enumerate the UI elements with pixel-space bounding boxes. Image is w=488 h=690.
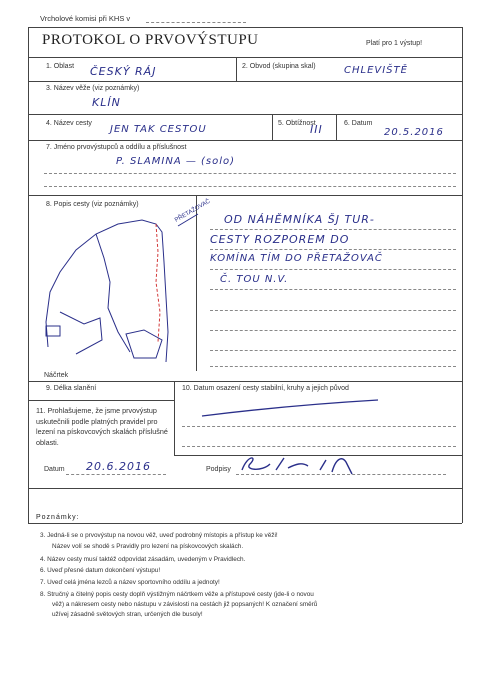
date-value: 20.5.2016: [384, 127, 444, 138]
anchors-dotted-1: [182, 426, 456, 427]
commission-label: Vrcholové komisi při KHS v: [40, 14, 131, 23]
anchors-label: 10. Datum osazení cesty stabilní, kruhy a jejich původ: [182, 385, 349, 392]
sketch-label: Náčrtek: [44, 372, 69, 379]
tower-label: 3. Název věže (viz poznámky): [46, 85, 140, 92]
note-item-5: 7. Uveď celá jména lezců a název sportovního oddílu a jednoty!: [40, 579, 220, 586]
district-value: CHLEVIŠTĚ: [344, 65, 408, 76]
description-dotted-7: [210, 350, 456, 351]
validity-note: Platí pro 1 výstup!: [366, 40, 423, 47]
title-rule: [28, 57, 462, 58]
note-item-8: užívej zásadně světových stran, určených dle busoly!: [52, 611, 203, 618]
row3-rule: [28, 114, 462, 115]
difficulty-label: 5. Obtížnost: [278, 120, 316, 127]
note-item-1: 3. Jedná-li se o prvovýstup na novou věž, uveď podrobný místopis a přístup ke věži!: [40, 532, 278, 539]
row4-divider-b: [336, 114, 337, 140]
district-label: 2. Obvod (skupina skal): [242, 63, 316, 70]
description-dotted-6: [210, 330, 456, 331]
notes-heading: Poznámky:: [36, 514, 80, 521]
description-label: 8. Popis cesty (viz poznámky): [46, 201, 139, 208]
anchors-dotted-2: [182, 446, 456, 447]
description-dotted-4: [210, 289, 456, 290]
row9-divider: [174, 381, 175, 455]
note-item-3: 4. Název cesty musí taktéž odpovídat zásadám, uvedeným v Pravidlech.: [40, 556, 246, 563]
climbers-label: 7. Jméno prvovýstupců a oddílu a příslušnost: [46, 144, 187, 151]
tower-value: KLÍN: [92, 96, 121, 109]
row7-rule: [28, 195, 462, 196]
page-title: PROTOKOL O PRVOVÝSTUPU: [42, 32, 259, 48]
anchors-scribble: [200, 398, 380, 418]
description-dotted-5: [210, 310, 456, 311]
description-dotted-2: [210, 249, 456, 250]
signature-dotted-line: [236, 474, 446, 475]
rappel-label: 9. Délka slanění: [46, 385, 97, 392]
route-value: JEN TAK CESTOU: [110, 124, 207, 135]
description-dotted-8: [210, 366, 456, 367]
date2-dotted-line: [66, 474, 166, 475]
climbers-dotted-line-2: [44, 186, 456, 187]
left-border: [28, 27, 29, 523]
form-bottom-rule: [28, 488, 462, 489]
row1-divider: [236, 57, 237, 81]
area-value: ČESKÝ RÁJ: [90, 65, 157, 78]
date2-label: Datum: [44, 466, 65, 473]
description-dotted-1: [210, 229, 456, 230]
climbers-value: P. SLAMINA — (solo): [116, 156, 236, 167]
row9-rule: [28, 400, 174, 401]
signature-label: Podpisy: [206, 466, 231, 473]
date2-value: 20.6.2016: [86, 460, 151, 473]
rock-outline: [46, 220, 168, 362]
description-dotted-3: [210, 269, 456, 270]
description-line-1: OD NÁHĚMNÍKA ŠJ TUR-: [224, 213, 375, 226]
note-item-6: 8. Stručný a čitelný popis cesty doplň výstižným náčrtkem věže a přístupové cesty (jde-li o novou: [40, 591, 314, 598]
note-item-4: 6. Uveď přesné datum dokončení výstupu!: [40, 567, 161, 574]
declaration-label: 11. Prohlašujeme, že jsme prvovýstup uskutečnili podle platných pravidel pro lezení na pískovcových skalách příslušné oblasti.: [36, 406, 168, 447]
difficulty-value: III: [310, 123, 323, 136]
top-rule: [28, 27, 462, 28]
row4-rule: [28, 140, 462, 141]
notes-rule: [28, 523, 462, 524]
row1-rule: [28, 81, 462, 82]
note-item-2: Název volí se shodě s Pravidly pro lezení na pískovcových skalách.: [52, 543, 244, 550]
date-label: 6. Datum: [344, 120, 373, 127]
description-line-3: KOMÍNA TÍM DO PŘETAŽOVAČ: [210, 253, 383, 264]
rock-face-line: [60, 312, 102, 354]
row8-rule: [28, 381, 462, 382]
description-line-2: CESTY ROZPOREM DO: [210, 233, 350, 246]
route-line: [156, 224, 160, 342]
commission-dotted-line: [146, 22, 246, 23]
right-border: [462, 27, 463, 523]
description-line-4: Č. TOU N.V.: [220, 274, 289, 285]
sketch-arrow-label: PŘETAŽOVAČ: [174, 198, 212, 224]
route-label: 4. Název cesty: [46, 120, 92, 127]
note-item-7: věž) a nákresem cesty nebo nástupu v závislosti na cestách již popsaných! K označení směrů: [52, 601, 318, 608]
boulder-outline: [126, 330, 162, 358]
sketch-box: [46, 326, 60, 336]
area-label: 1. Oblast: [46, 63, 75, 70]
row4-divider-a: [272, 114, 273, 140]
climbers-dotted-line-1: [44, 173, 456, 174]
